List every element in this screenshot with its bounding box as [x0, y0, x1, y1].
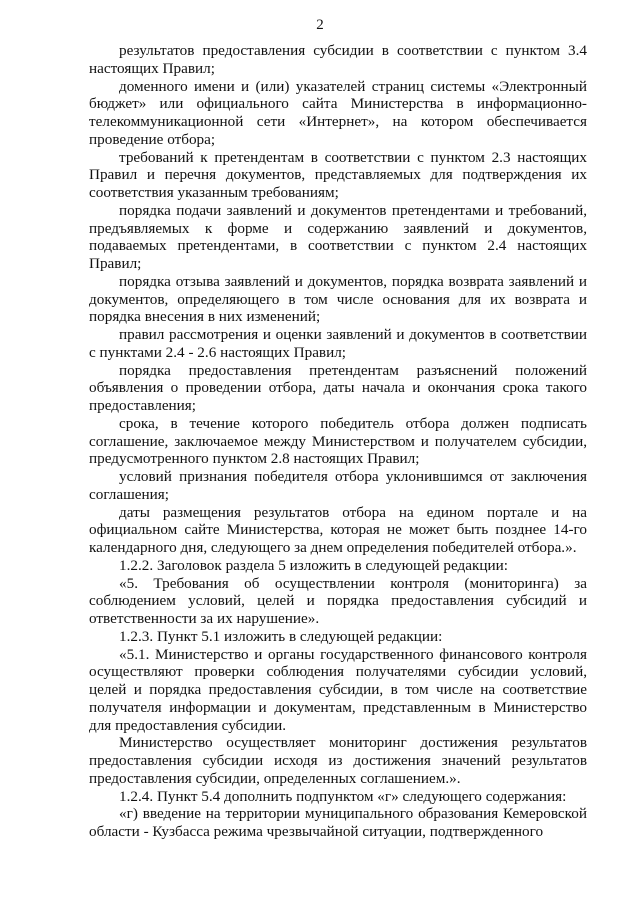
paragraph: порядка отзыва заявлений и документов, порядка возврата заявлений и документов, определяющего в том числе основания для их возврата и порядка внесения в них изменений; — [89, 272, 587, 326]
page-number: 2 — [316, 17, 324, 33]
paragraph: условий признания победителя отбора уклонившимся от заключения соглашения; — [89, 468, 587, 503]
paragraph: порядка предоставления претендентам разъяснений положений объявления о проведении отбора, даты начала и окончания срока такого предоставления; — [89, 361, 587, 414]
paragraph: 1.2.3. Пункт 5.1 изложить в следующей редакции: — [119, 627, 443, 645]
paragraph: 1.2.2. Заголовок раздела 5 изложить в следующей редакции: — [119, 556, 508, 574]
paragraph: срока, в течение которого победитель отбора должен подписать соглашение, заключаемое между Министерством и получателем субсидии, предусмотренного пунктом 2.8 настоящих Правил; — [89, 414, 587, 468]
paragraph: «5. Требования об осуществлении контроля (мониторинга) за соблюдением условий, целей и порядка предоставления субсидий и ответственности за их нарушение». — [89, 574, 587, 627]
paragraph: требований к претендентам в соответствии с пунктом 2.3 настоящих Правил и перечня документов, представляемых для подтверждения их соответствия указанным требованиям; — [89, 148, 587, 201]
paragraph: Министерство осуществляет мониторинг достижения результатов предоставления субсидии исходя из достижения значений результатов предоставления субсидии, определенных соглашением.». — [89, 734, 587, 787]
paragraph: доменного имени и (или) указателей страниц системы «Электронный бюджет» или официального сайта Министерства в информационно-телекоммуникационной сети «Интернет», на котором обеспечивается проведение отбора; — [89, 77, 587, 148]
paragraph: правил рассмотрения и оценки заявлений и документов в соответствии с пунктами 2.4 - 2.6 настоящих Правил; — [89, 326, 587, 361]
paragraph: даты размещения результатов отбора на едином портале и на официальном сайте Министерства, которая не может быть позднее 14-го календарного дня, следующего за днем определения победителей отбора.». — [89, 503, 587, 556]
paragraph: «г) введение на территории муниципального образования Кемеровской области - Кузбасса режима чрезвычайной ситуации, подтвержденного — [89, 805, 587, 840]
paragraph: результатов предоставления субсидии в соответствии с пунктом 3.4 настоящих Правил; — [89, 42, 587, 77]
paragraph: «5.1. Министерство и органы государственного финансового контроля осуществляют проверки соблюдения получателями субсидии условий, целей и порядка предоставления субсидии, в том числе на соответствие получателя информации и документам, представленным в Министерство для предоставления субсидии. — [89, 645, 587, 734]
paragraph: 1.2.4. Пункт 5.4 дополнить подпунктом «г» следующего содержания: — [119, 787, 567, 805]
paragraph: порядка подачи заявлений и документов претендентами и требований, предъявляемых к форме и содержанию заявлений и документов, подаваемых претендентами, в соответствии с пунктом 2.4 настоящих Правил; — [89, 201, 587, 272]
document-body — [89, 42, 587, 841]
